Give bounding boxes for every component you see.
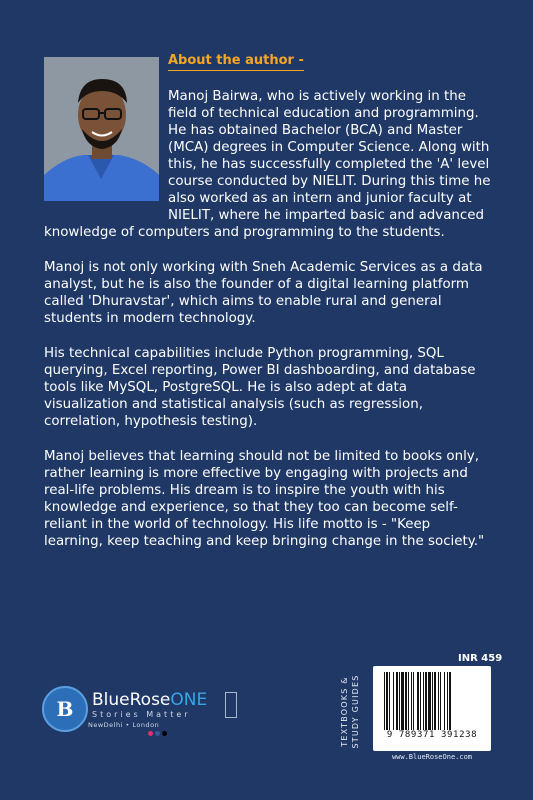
barcode-image bbox=[383, 672, 481, 730]
barcode-bar bbox=[399, 672, 400, 730]
barcode-bar bbox=[434, 672, 436, 730]
barcode-bar bbox=[428, 672, 431, 730]
author-biography bbox=[44, 88, 493, 568]
barcode-bar bbox=[444, 672, 445, 730]
barcode-bar bbox=[405, 672, 407, 730]
publisher-name bbox=[92, 690, 207, 710]
barcode-bar bbox=[449, 672, 451, 730]
publisher-badge-icon bbox=[225, 692, 237, 718]
barcode-bar bbox=[393, 672, 394, 730]
publisher-cities: NewDelhi • London bbox=[88, 721, 160, 729]
publisher-logo bbox=[42, 686, 242, 746]
social-icons bbox=[148, 731, 167, 738]
barcode-bar bbox=[401, 672, 404, 730]
barcode-bar bbox=[413, 672, 414, 730]
publisher-name-accent: ONE bbox=[170, 690, 208, 710]
barcode-bar bbox=[423, 672, 424, 730]
instagram-icon bbox=[148, 731, 153, 736]
x-icon bbox=[162, 731, 167, 736]
barcode-bar bbox=[386, 672, 388, 730]
photo-wrap-spacer bbox=[44, 88, 168, 217]
bluerose-logo-icon: B bbox=[42, 686, 88, 732]
price-label: INR 459 bbox=[458, 653, 503, 664]
category-line-1: TEXTBOOKS & bbox=[340, 676, 349, 747]
facebook-icon bbox=[155, 731, 160, 736]
category-line-2: STUDY GUIDES bbox=[351, 674, 360, 749]
barcode-bar bbox=[384, 672, 385, 730]
barcode-bar bbox=[425, 672, 427, 730]
bio-paragraph-2: Manoj is not only working with Sneh Academic Services as a data analyst, but he is also the founder of a digital learning platform called 'Dhuravstar', which aims to enable rural and general students in modern technology. bbox=[44, 260, 483, 326]
barcode-bar bbox=[411, 672, 412, 730]
barcode-bar bbox=[440, 672, 441, 730]
publisher-website: www.BlueRoseOne.com bbox=[391, 753, 473, 761]
publisher-tagline: Stories Matter bbox=[92, 710, 191, 719]
barcode-bar bbox=[396, 672, 398, 730]
bio-paragraph-3: His technical capabilities include Python programming, SQL querying, Excel reporting, Power BI dashboarding, and database tools like MySQL, PostgreSQL. He is also adept at data visualization and statistical analysis (such as regression, correlation, hypothesis testing). bbox=[44, 346, 476, 429]
about-author-heading: About the author - bbox=[168, 53, 304, 71]
barcode-bar bbox=[417, 672, 419, 730]
bio-paragraph-1: Manoj Bairwa, who is actively working in the field of technical education and programming. He has obtained Bachelor (BCA) and Master (MCA) degrees in Computer Science. Along with this, he has successfully completed the 'A' level course conducted by NIELIT. During this time he also worked as an intern and junior faculty at NIELIT, where he imparted basic and advanced knowledge of computers and programming to the students. bbox=[44, 89, 491, 240]
barcode-bar bbox=[447, 672, 448, 730]
barcode-bar bbox=[420, 672, 421, 730]
bio-paragraph-4: Manoj believes that learning should not be limited to books only, rather learning is more effective by engaging with projects and real-life problems. His dream is to inspire the youth with his knowledge and experience, so that they too can become self-reliant in the world of technology. His life motto is - "Keep learning, keep teaching and keep bringing change in the society." bbox=[44, 449, 485, 549]
barcode-bar bbox=[438, 672, 439, 730]
barcode-bar bbox=[408, 672, 409, 730]
isbn-number: 9 789371 391238 bbox=[386, 730, 478, 740]
publisher-name-main: BlueRose bbox=[92, 690, 171, 710]
barcode-bar bbox=[389, 672, 390, 730]
book-category-label bbox=[339, 664, 371, 759]
barcode-bar bbox=[432, 672, 433, 730]
isbn-barcode bbox=[373, 666, 491, 751]
